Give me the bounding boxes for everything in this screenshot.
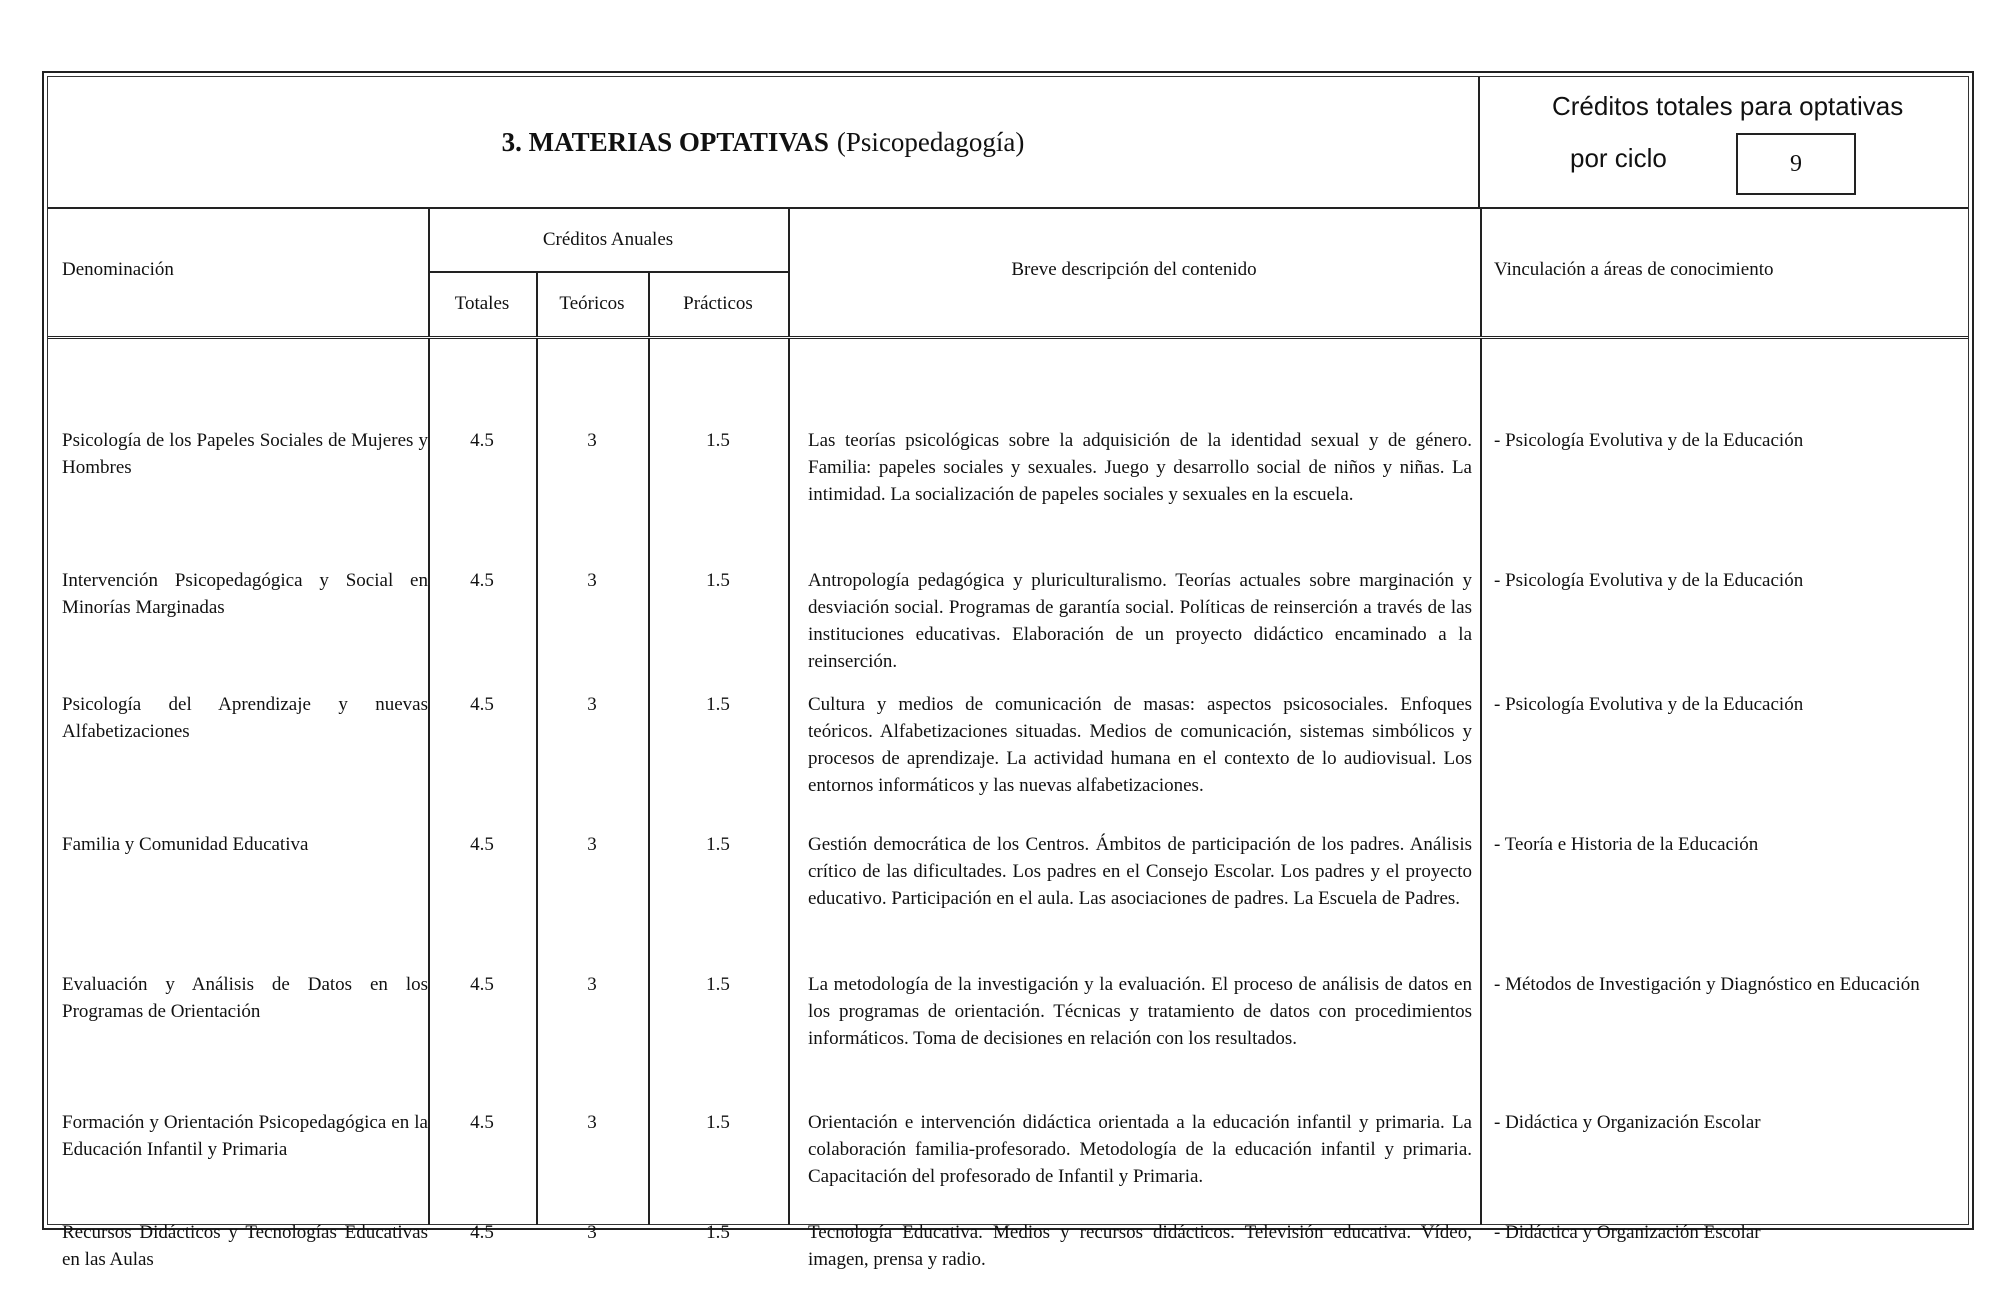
row-name: Intervención Psicopedagógica y Social en Minorías Marginadas [62, 570, 428, 618]
optional-subjects-table [42, 71, 1974, 1270]
row-practicos: 1.5 [706, 694, 730, 715]
row-teoricos: 3 [587, 570, 597, 591]
row-teoricos: 3 [587, 974, 597, 995]
header-teoricos: Teóricos [559, 293, 625, 314]
row-totales: 4.5 [470, 430, 494, 451]
row-description: Las teorías psicológicas sobre la adquisición de la identidad sexual y de género. Familia: papeles sociales y sexuales. Juego y desarrollo social de niños y niñas. La intimidad. La socialización de papeles sociales y sexuales en la escuela. [808, 430, 1472, 505]
credits-cycle-label: por ciclo [1570, 143, 1667, 173]
row-description: Antropología pedagógica y pluriculturalismo. Teorías actuales sobre marginación y desviación social. Programas de garantía social. Políticas de reinserción a través de las instituciones educativas. Elaboración de un proyecto didáctico encaminado a la reinserción. [808, 570, 1472, 672]
row-area: - Métodos de Investigación y Diagnóstico en Educación [1494, 974, 1920, 995]
header-totales: Totales [454, 293, 510, 314]
row-teoricos: 3 [587, 694, 597, 715]
row-description: Tecnología Educativa. Medios y recursos didácticos. Televisión educativa. Vídeo, imagen, prensa y radio. [808, 1222, 1472, 1270]
column-headers [48, 209, 1968, 339]
row-practicos: 1.5 [706, 834, 730, 855]
table-header [48, 77, 1968, 209]
row-teoricos: 3 [587, 1112, 597, 1133]
row-totales: 4.5 [470, 974, 494, 995]
row-description: La metodología de la investigación y la evaluación. El proceso de análisis de datos en los programas de orientación. Técnicas y tratamiento de datos con procedimientos informáticos. Toma de decisiones en relación con los resultados. [808, 974, 1472, 1049]
row-totales: 4.5 [470, 1112, 494, 1133]
row-description: Gestión democrática de los Centros. Ámbitos de participación de los padres. Análisis crítico de las dificultades. Los padres en el Consejo Escolar. Los padres y el proyecto educativo. Participación en el aula. Las asociaciones de padres. La Escuela de Padres. [808, 834, 1472, 909]
row-description: Cultura y medios de comunicación de masas: aspectos psicosociales. Enfoques teóricos. Alfabetizaciones situadas. Medios de comunicación, sistemas simbólicos y procesos de aprendizaje. La actividad humana en el contexto de lo audiovisual. Los entornos informáticos y las nuevas alfabetizaciones. [808, 694, 1472, 796]
row-name: Recursos Didácticos y Tecnologías Educativas en las Aulas [62, 1222, 428, 1270]
credits-value-box: 9 [1736, 133, 1856, 195]
credits-label: Créditos totales para optativas [1552, 91, 1904, 121]
row-practicos: 1.5 [706, 1112, 730, 1133]
header-practicos: Prácticos [683, 293, 753, 314]
row-name: Formación y Orientación Psicopedagógica en la Educación Infantil y Primaria [62, 1112, 428, 1160]
header-denominacion: Denominación [62, 259, 174, 280]
header-vinculacion: Vinculación a áreas de conocimiento [1494, 259, 1774, 280]
row-totales: 4.5 [470, 1222, 494, 1243]
row-area: - Didáctica y Organización Escolar [1494, 1222, 1761, 1243]
row-totales: 4.5 [470, 834, 494, 855]
row-name: Evaluación y Análisis de Datos en los Programas de Orientación [62, 974, 428, 1022]
row-practicos: 1.5 [706, 430, 730, 451]
row-practicos: 1.5 [706, 974, 730, 995]
header-creditos-anuales: Créditos Anuales [542, 229, 674, 250]
row-name: Psicología de los Papeles Sociales de Mujeres y Hombres [62, 430, 428, 478]
header-descripcion: Breve descripción del contenido [1011, 259, 1257, 280]
row-totales: 4.5 [470, 570, 494, 591]
table-body [48, 339, 1968, 1270]
row-area: - Didáctica y Organización Escolar [1494, 1112, 1761, 1133]
row-description: Orientación e intervención didáctica orientada a la educación infantil y primaria. La colaboración familia-profesorado. Metodología de la educación infantil y primaria. Capacitación del profesorado de Infantil y Primaria. [808, 1112, 1472, 1187]
row-area: - Psicología Evolutiva y de la Educación [1494, 694, 1804, 715]
row-teoricos: 3 [587, 1222, 597, 1243]
row-totales: 4.5 [470, 694, 494, 715]
row-teoricos: 3 [587, 834, 597, 855]
title-bold: 3. MATERIAS OPTATIVAS [501, 126, 829, 157]
row-name: Psicología del Aprendizaje y nuevas Alfabetizaciones [62, 694, 428, 742]
row-practicos: 1.5 [706, 1222, 730, 1243]
row-name: Familia y Comunidad Educativa [62, 834, 309, 855]
row-practicos: 1.5 [706, 570, 730, 591]
page-title [48, 77, 1480, 207]
row-teoricos: 3 [587, 430, 597, 451]
row-area: - Teoría e Historia de la Educación [1494, 834, 1759, 855]
row-area: - Psicología Evolutiva y de la Educación [1494, 430, 1804, 451]
credits-panel [1480, 77, 1968, 207]
row-area: - Psicología Evolutiva y de la Educación [1494, 570, 1804, 591]
title-subtitle: (Psicopedagogía) [836, 126, 1025, 157]
